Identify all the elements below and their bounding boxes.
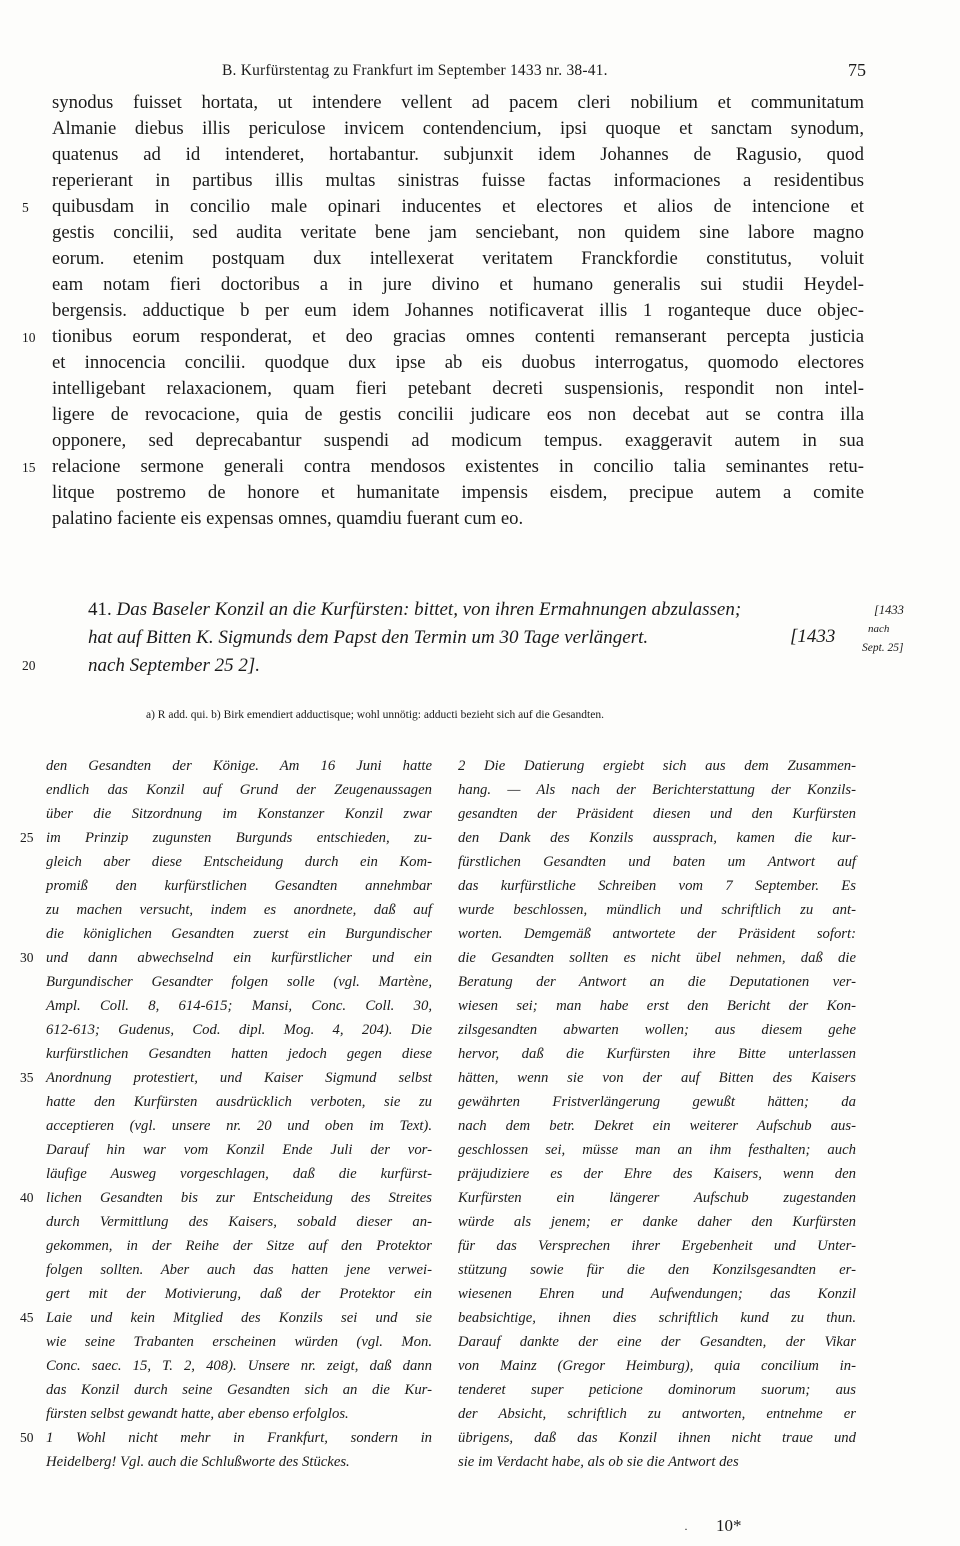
footnote-line: Conc. saec. 15, T. 2, 408). Unsere nr. zeigt, daß dann <box>46 1358 432 1374</box>
footnote-line: acceptieren (vgl. unsere nr. 20 und oben im Text). <box>46 1118 432 1134</box>
running-title: B. Kurfürstentag zu Frankfurt im September 1433 nr. 38-41. <box>222 62 608 79</box>
date-bracket: [1433 <box>790 626 836 647</box>
footnote-line: und dann abwechselnd ein kurfürstlicher und ein <box>46 950 432 966</box>
footnote-line: hang. — Als nach der Berichterstattung der Konzils- <box>458 782 856 798</box>
footnote-line: Kurfürsten ein längerer Aufschub zugestanden <box>458 1190 856 1206</box>
footnote-line: kurfürstlichen Gesandten hatten jedoch gegen diese <box>46 1046 432 1062</box>
main-text-line: reperierant in partibus illis multas sinistras fuisse factas informaciones a residentibus <box>52 170 864 191</box>
footnote-line: hatte den Kurfürsten ausdrücklich verboten, sie zu <box>46 1094 432 1110</box>
footnote-line: Beratung der Antwort an die Deputationen ver- <box>458 974 856 990</box>
main-text-line: et innocencia concilii. quodque dux ipse ab eis duobus interrogatus, quomodo electores <box>52 352 864 373</box>
footnotes-left-column <box>46 754 432 1474</box>
footnotes-right-column <box>458 754 856 1474</box>
main-text-line: opponere, sed deprecabantur suspendi ad modicum tempus. exaggeravit autem in sua <box>52 430 864 451</box>
page-number: 75 <box>848 60 866 80</box>
critical-apparatus: a) R add. qui. b) Birk emendiert adductisque; wohl unnötig: adducti bezieht sich auf die Gesandten. <box>146 709 604 721</box>
line-number: 10 <box>22 330 36 345</box>
footnote-line: gesandten der Präsident diesen und den Kurfürsten <box>458 806 856 822</box>
footnote-line: 1 Wohl nicht mehr in Frankfurt, sondern in <box>46 1430 432 1446</box>
page-mark-dot: · <box>684 1522 688 1536</box>
section-heading-line-2: hat auf Bitten K. Sigmunds dem Papst den Termin um 30 Tage verlängert. <box>88 627 649 648</box>
footnote-line: 2 Die Datierung ergiebt sich aus dem Zusammen- <box>458 758 856 774</box>
line-number: 45 <box>20 1310 34 1325</box>
footnote-line: geschlossen sei, müsse man an ihm festhalten; auch <box>458 1142 856 1158</box>
footnote-line: Heidelberg! Vgl. auch die Schlußworte des Stückes. <box>46 1454 350 1470</box>
footnote-line: den Gesandten der Könige. Am 16 Juni hatte <box>46 758 432 774</box>
footnote-line: wiesen sei; man habe erst den Bericht der Kon- <box>458 998 856 1014</box>
footnote-line: endlich das Konzil auf Grund der Zeugenaussagen <box>46 782 432 798</box>
line-number: 40 <box>20 1190 34 1205</box>
line-number: 5 <box>22 200 29 215</box>
footnote-line: die Gesandten sollten es nicht übel nehmen, daß die <box>458 950 856 966</box>
main-text-line: litque postremo de honore et humanitate impensis eisdem, precipue autem a comite <box>52 482 864 503</box>
main-text-line: intelligebant relaxacionem, quam fieri petebant decreti suspensionis, respondit non intel- <box>52 378 864 399</box>
main-text-line: tionibus eorum responderat, et deo gracias omnes contenti remanserant percepta justicia <box>52 326 864 347</box>
footnote-line: fürsten selbst gewandt hatte, aber ebenso erfolglos. <box>46 1406 349 1422</box>
section-number: 41. <box>88 599 112 620</box>
main-text-line: relacione sermone generali contra mendosos existentes in concilio talia seminantes retu- <box>52 456 864 477</box>
footnote-line: Darauf dankte der eine der Gesandten, der Vikar <box>458 1334 856 1350</box>
footnote-line: gert mit der Motivierung, daß der Protektor ein <box>46 1286 432 1302</box>
footnote-line: promiß den kurfürstlichen Gesandten annehmbar <box>46 878 432 894</box>
section-heading-line-3: nach September 25 2]. <box>88 655 261 676</box>
main-text-line: gestis concilii, sed audita veritate bene jam senciebant, non quidem sine labore magno <box>52 222 864 243</box>
footnote-line: 612-613; Gudenus, Cod. dipl. Mog. 4, 204). Die <box>46 1022 432 1038</box>
main-text-line: eam notam fieri doctoribus a in jure divino et humano generalis sui studii Heydel- <box>52 274 864 295</box>
footnote-line: wurde beschlossen, mündlich und schriftlich zu ant- <box>458 902 856 918</box>
footnote-line: der Absicht, schriftlich zu antworten, entnehme er <box>458 1406 856 1422</box>
line-number: 35 <box>20 1070 34 1085</box>
footnote-line: sie im Verdacht habe, als ob sie die Antwort des <box>458 1454 739 1470</box>
section-heading-line-1 <box>88 598 741 622</box>
main-text-line: quatenus ad id intenderet, hortabantur. subjunxit idem Johannes de Ragusio, quod <box>52 144 864 165</box>
line-number: 50 <box>20 1430 34 1445</box>
footnote-line: die königlichen Gesandten zuerst ein Burgundischer <box>46 926 432 942</box>
section-title-1: Das Baseler Konzil an die Kurfürsten: bittet, von ihren Ermahnungen abzulassen; <box>116 599 742 620</box>
footnote-line: nach dem betr. Dekret ein weiterer Aufschub aus- <box>458 1118 856 1134</box>
footnote-line: im Prinzip zugunsten Burgunds entschieden, zu- <box>46 830 432 846</box>
footnote-line: wiesenen Ehren und Aufwendungen; das Konzil <box>458 1286 856 1302</box>
footnote-line: zilsgesandten abwarten wollen; aus diesem gehe <box>458 1022 856 1038</box>
main-text-line: eorum. etenim postquam dux intellexerat veritatem Franckfordie constitutus, voluit <box>52 248 864 269</box>
footnote-line: das Konzil durch seine Gesandten sich an die Kur- <box>46 1382 432 1398</box>
signature-mark: 10* <box>716 1516 742 1535</box>
footnote-line: fürstlichen Gesandten und baten um Antwort auf <box>458 854 856 870</box>
footnote-line: gekommen, in der Reihe der Sitze auf den Protektor <box>46 1238 432 1254</box>
line-number: 25 <box>20 830 34 845</box>
footnote-line: würde als jenem; er danke daher den Kurfürsten <box>458 1214 856 1230</box>
footnote-line: Anordnung protestiert, und Kaiser Sigmund selbst <box>46 1070 432 1086</box>
footnote-line: beabsichtige, ihnen dies schriftlich kund zu thun. <box>458 1310 856 1326</box>
footnote-line: folgen sollten. Aber auch das hatten jene verwei- <box>46 1262 432 1278</box>
footnote-line: stützung sowie für die den Konzilsgesandten er- <box>458 1262 856 1278</box>
date-sept: Sept. 25] <box>862 642 904 654</box>
main-text-line: palatino faciente eis expensas omnes, quamdiu fuerant cum eo. <box>52 508 524 529</box>
footnote-line: von Mainz (Gregor Heimburg), quia concilium in- <box>458 1358 856 1374</box>
footnote-line: für das Versprechen ihrer Ergebenheit und Unter- <box>458 1238 856 1254</box>
footnote-line: lichen Gesandten bis zur Entscheidung des Streites <box>46 1190 432 1206</box>
footnote-line: über die Sitzordnung im Konstanzer Konzil zwar <box>46 806 432 822</box>
footnote-line: läufige Ausweg vorgeschlagen, daß die kurfürst- <box>46 1166 432 1182</box>
footnote-line: den Dank des Konzils aussprach, kamen die kur- <box>458 830 856 846</box>
footnote-line: Darauf hin war vom Konzil Ende Juli der vor- <box>46 1142 432 1158</box>
footnote-line: zu machen versucht, indem es anordnete, daß auf <box>46 902 432 918</box>
margin-date: [1433 <box>874 603 904 617</box>
line-number: 30 <box>20 950 34 965</box>
footnote-line: durch Vermittlung des Kaisers, sobald dieser an- <box>46 1214 432 1230</box>
date-nach: nach <box>868 623 890 635</box>
footnote-line: tenderet super peticione dominorum suorum; aus <box>458 1382 856 1398</box>
main-text-line: synodus fuisset hortata, ut intendere vellent ad pacem cleri nobilium et communitatum <box>52 92 864 113</box>
footnote-line: präjudiziere es der Ehre des Kaisers, wenn den <box>458 1166 856 1182</box>
footnote-line: hervor, daß die Kurfürsten ihre Bitte unterlassen <box>458 1046 856 1062</box>
footnote-line: wie seine Trabanten erscheinen würden (vgl. Mon. <box>46 1334 432 1350</box>
footnote-line: Laie und kein Mitglied des Konzils sei und sie <box>46 1310 432 1326</box>
main-text-line: ligere de revocacione, quia de gestis concilii judicare eos non decebat aut se contra illa <box>52 404 864 425</box>
footnote-line: gleich aber diese Entscheidung durch ein Kom- <box>46 854 432 870</box>
main-text-line: Almanie diebus illis periculose invicem contendencium, ipsi quoque et sanctam synodum, <box>52 118 864 139</box>
footnote-line: Ampl. Coll. 8, 614-615; Mansi, Conc. Coll. 30, <box>46 998 432 1014</box>
line-number: 15 <box>22 460 36 475</box>
footnote-line: hätten, wenn sie von der auf Bitten des Kaisers <box>458 1070 856 1086</box>
main-text-line: quibusdam in concilio male opinari inducentes et electores et alios de intencione et <box>52 196 864 217</box>
footnote-line: worten. Demgemäß antwortete der Präsident sofort: <box>458 926 856 942</box>
footnote-line: gewährten Fristverlängerung gewußt hätten; da <box>458 1094 856 1110</box>
footnote-line: Burgundischer Gesandter folgen solle (vgl. Martène, <box>46 974 432 990</box>
footnote-line: übrigens, daß das Konzil ihnen nicht traue und <box>458 1430 856 1446</box>
main-text-line: bergensis. adductique b per eum idem Johannes notificaverat illis 1 roganteque duce objec- <box>52 300 864 321</box>
line-number-20: 20 <box>22 658 36 673</box>
footnote-line: das kurfürstliche Schreiben vom 7 September. Es <box>458 878 856 894</box>
